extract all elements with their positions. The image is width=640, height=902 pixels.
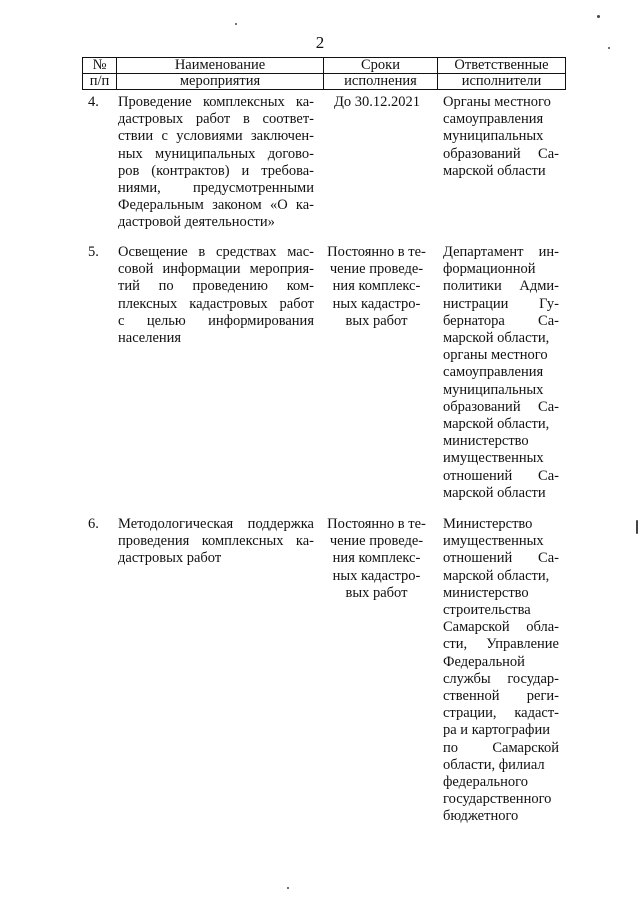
header-num <box>83 58 116 89</box>
text-line: марской области <box>443 162 546 179</box>
text-line: ния комплекс- <box>332 550 421 567</box>
text-line: ниями, предусмотренными <box>118 180 314 197</box>
row-6-term <box>325 516 428 602</box>
scan-speck <box>608 47 610 49</box>
text-line: имущественных <box>443 450 544 467</box>
text-line: марской области <box>443 484 546 501</box>
text-line: До 30.12.2021 <box>334 94 421 110</box>
header-resp-line1: Ответственные <box>454 57 549 73</box>
text-line: совой информации мероприя- <box>118 261 314 278</box>
row-4-num: 4. <box>88 94 99 110</box>
text-line: имущественных <box>443 533 544 550</box>
text-line: самоуправления <box>443 111 544 128</box>
text-line: службы государ- <box>443 670 559 687</box>
row-4-name <box>118 94 314 232</box>
header-name-line1: Наименование <box>174 57 266 73</box>
scan-speck <box>597 15 600 18</box>
text-line: Федеральным законом «О ка- <box>118 197 314 214</box>
text-line: Департамент ин- <box>443 244 559 260</box>
text-line: бюджетного <box>443 808 519 825</box>
table-header <box>82 57 566 90</box>
header-name <box>117 58 323 89</box>
header-term-line2: исполнения <box>344 72 417 89</box>
text-line: чение проведе- <box>329 261 424 278</box>
text-line: по Самарской <box>443 739 559 756</box>
row-5-num: 5. <box>88 244 99 260</box>
text-line: Органы местного <box>443 94 551 110</box>
text-line: тий по проведению ком- <box>118 278 314 295</box>
scan-speck <box>287 887 289 889</box>
text-line: образований Са- <box>443 398 559 415</box>
text-line: дастровых работ <box>118 550 222 567</box>
row-4-term <box>334 94 434 111</box>
row-5-name <box>118 244 314 347</box>
text-line: государственного <box>443 791 552 808</box>
text-line: марской области, <box>443 416 550 433</box>
text-line: проведения комплексных ка- <box>118 533 314 550</box>
text-line: марской области, <box>443 330 550 347</box>
text-line: образований Са- <box>443 145 559 162</box>
text-line: вых работ <box>345 584 408 601</box>
header-resp <box>438 58 565 89</box>
text-line: дастровой деятельности» <box>118 214 275 231</box>
text-line: чение проведе- <box>329 533 424 550</box>
text-line: органы местного <box>443 347 548 364</box>
text-line: с целью информирования <box>118 312 314 329</box>
text-line: Министерство <box>443 516 533 532</box>
header-num-line2: п/п <box>89 72 110 89</box>
scan-edge-mark <box>636 520 638 534</box>
text-line: ственной реги- <box>443 688 559 705</box>
header-term <box>324 58 437 89</box>
row-6-num: 6. <box>88 516 99 532</box>
text-line: министерство <box>443 584 529 601</box>
text-line: политики Адми- <box>443 278 559 295</box>
text-line: Постоянно в те- <box>327 516 426 532</box>
text-line: страции, кадаст- <box>443 705 559 722</box>
text-line: ных кадастро- <box>332 295 421 312</box>
text-line: самоуправления <box>443 364 544 381</box>
page-number: 2 <box>315 33 325 52</box>
header-name-line2: мероприятия <box>179 72 261 89</box>
text-line: Методологическая поддержка <box>118 516 314 532</box>
text-line: министерство <box>443 433 529 450</box>
row-5-resp <box>443 244 559 502</box>
text-line: ния комплекс- <box>332 278 421 295</box>
row-5-term <box>325 244 428 330</box>
scan-speck <box>235 23 237 25</box>
text-line: вых работ <box>345 312 408 329</box>
text-line: муниципальных <box>443 381 544 398</box>
header-resp-line2: исполнители <box>461 72 542 89</box>
text-line: Освещение в средствах мас- <box>118 244 314 260</box>
row-6-resp <box>443 516 559 826</box>
header-term-line1: Сроки <box>361 57 400 73</box>
text-line: Федеральной <box>443 653 525 670</box>
text-line: населения <box>118 330 182 347</box>
text-line: муниципальных <box>443 128 544 145</box>
header-num-line1: № <box>92 57 107 73</box>
text-line: отношений Са- <box>443 467 559 484</box>
text-line: сти, Управление <box>443 636 559 653</box>
text-line: формационной <box>443 261 536 278</box>
text-line: строительства <box>443 602 531 619</box>
text-line: дастровых работ в соответ- <box>118 111 314 128</box>
text-line: отношений Са- <box>443 550 559 567</box>
text-line: Самарской обла- <box>443 619 559 636</box>
text-line: бернатора Са- <box>443 312 559 329</box>
row-4-resp <box>443 94 559 180</box>
text-line: плексных кадастровых работ <box>118 295 314 312</box>
text-line: ра и картографии <box>443 722 550 739</box>
text-line: ров (контрактов) и требова- <box>118 162 314 179</box>
text-line: Проведение комплексных ка- <box>118 94 314 110</box>
text-line: ных кадастро- <box>332 567 421 584</box>
text-line: марской области, <box>443 567 550 584</box>
text-line: ных муниципальных догово- <box>118 145 314 162</box>
text-line: ствии с условиями заключен- <box>118 128 314 145</box>
text-line: федерального <box>443 774 528 791</box>
row-6-name <box>118 516 314 568</box>
text-line: нистрации Гу- <box>443 295 559 312</box>
text-line: Постоянно в те- <box>327 244 426 260</box>
text-line: области, филиал <box>443 756 545 773</box>
